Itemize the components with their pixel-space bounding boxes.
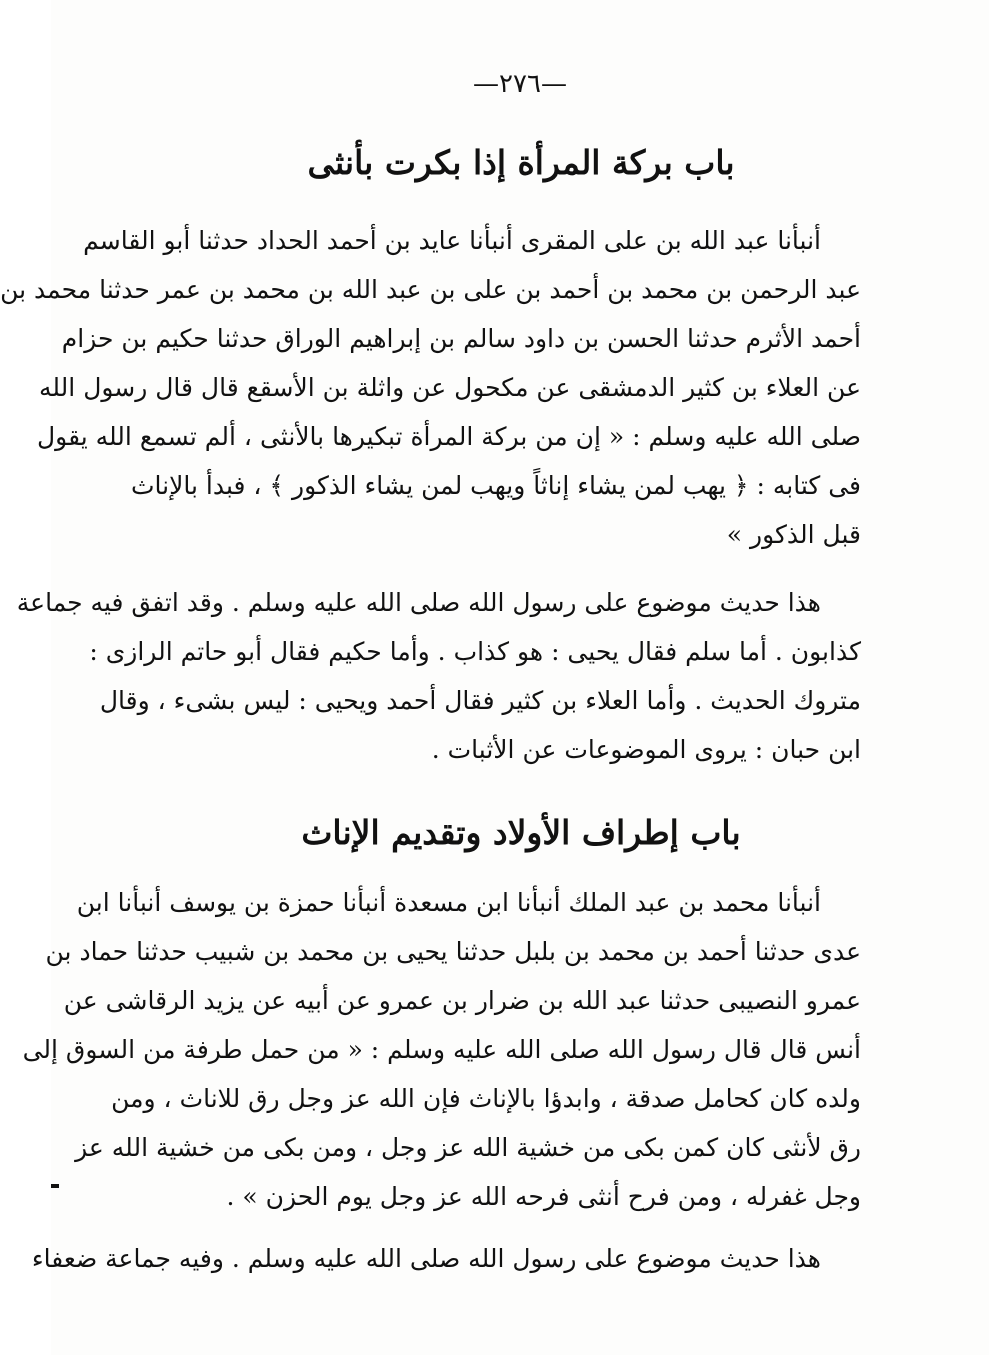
text-line: متروك الحديث . وأما العلاء بن كثير فقال أحمد ويحيى : ليس بشىء ، وقال [99, 686, 861, 715]
hadith-text-2 [22, 878, 861, 1221]
section-heading-2: باب إطراف الأولاد وتقديم الإناث [301, 813, 741, 852]
text-line: أنس قال قال رسول الله صلى الله عليه وسلم : « من حمل طرفة من السوق إلى [22, 1035, 861, 1064]
page-number: —٢٧٦— [473, 69, 567, 99]
scan-margin-mark [51, 1184, 59, 1188]
hadith-text-1 [0, 216, 861, 559]
text-line: رق لأنثى كان كمن بكى من خشية الله عز وجل ، ومن بكى من خشية الله عز [75, 1133, 861, 1162]
text-line: قبل الذكور » [726, 520, 861, 549]
text-line: صلى الله عليه وسلم : « إن من بركة المرأة تبكيرها بالأنثى ، ألم تسمع الله يقول [37, 422, 861, 451]
text-line: هذا حديث موضوع على رسول الله صلى الله عليه وسلم . وقد اتفق فيه جماعة [16, 588, 821, 617]
text-line: عن العلاء بن كثير الدمشقى عن مكحول عن واثلة بن الأسقع قال قال رسول الله [39, 373, 861, 402]
text-line: أنبأنا محمد بن عبد الملك أنبأنا ابن مسعدة أنبأنا حمزة بن يوسف أنبأنا ابن [76, 888, 821, 917]
text-line: ابن حبان : يروى الموضوعات عن الأثبات . [431, 735, 861, 764]
text-line: هذا حديث موضوع على رسول الله صلى الله عليه وسلم . وفيه جماعة ضعفاء [31, 1244, 821, 1273]
commentary-text-1 [16, 578, 861, 774]
text-line: عبد الرحمن بن محمد بن أحمد بن على بن عبد الله بن محمد بن عمر حدثنا محمد بن [0, 275, 861, 304]
text-line: أنبأنا عبد الله بن على المقرى أنبأنا عايد بن أحمد الحداد حدثنا أبو القاسم [83, 226, 821, 255]
text-line: أحمد الأثرم حدثنا الحسن بن داود سالم بن إبراهيم الوراق حدثنا حكيم بن حزام [61, 324, 861, 353]
text-line: كذابون . أما سلم فقال يحيى : هو كذاب . وأما حكيم فقال أبو حاتم الرازى : [89, 637, 861, 666]
text-line: عمرو النصيبى حدثنا عبد الله بن ضرار بن عمرو عن أبيه عن يزيد الرقاشى عن [63, 986, 861, 1015]
text-line: فى كتابه : ﴿ يهب لمن يشاء إناثاً ويهب لمن يشاء الذكور ﴾ ، فبدأ بالإناث [131, 471, 861, 500]
commentary-text-2 [31, 1234, 861, 1283]
section-heading-1: باب بركة المرأة إذا بكرت بأنثى [307, 143, 735, 182]
text-line: وجل غفرله ، ومن فرح أنثى فرحه الله عز وجل يوم الحزن » . [226, 1182, 861, 1211]
text-line: ولده كان كحامل صدقة ، وابدؤا بالإناث فإن الله عز وجل رق للاناث ، ومن [111, 1084, 861, 1113]
text-line: عدى حدثنا أحمد بن محمد بن بلبل حدثنا يحيى بن محمد بن شبيب حدثنا حماد بن [45, 937, 861, 966]
